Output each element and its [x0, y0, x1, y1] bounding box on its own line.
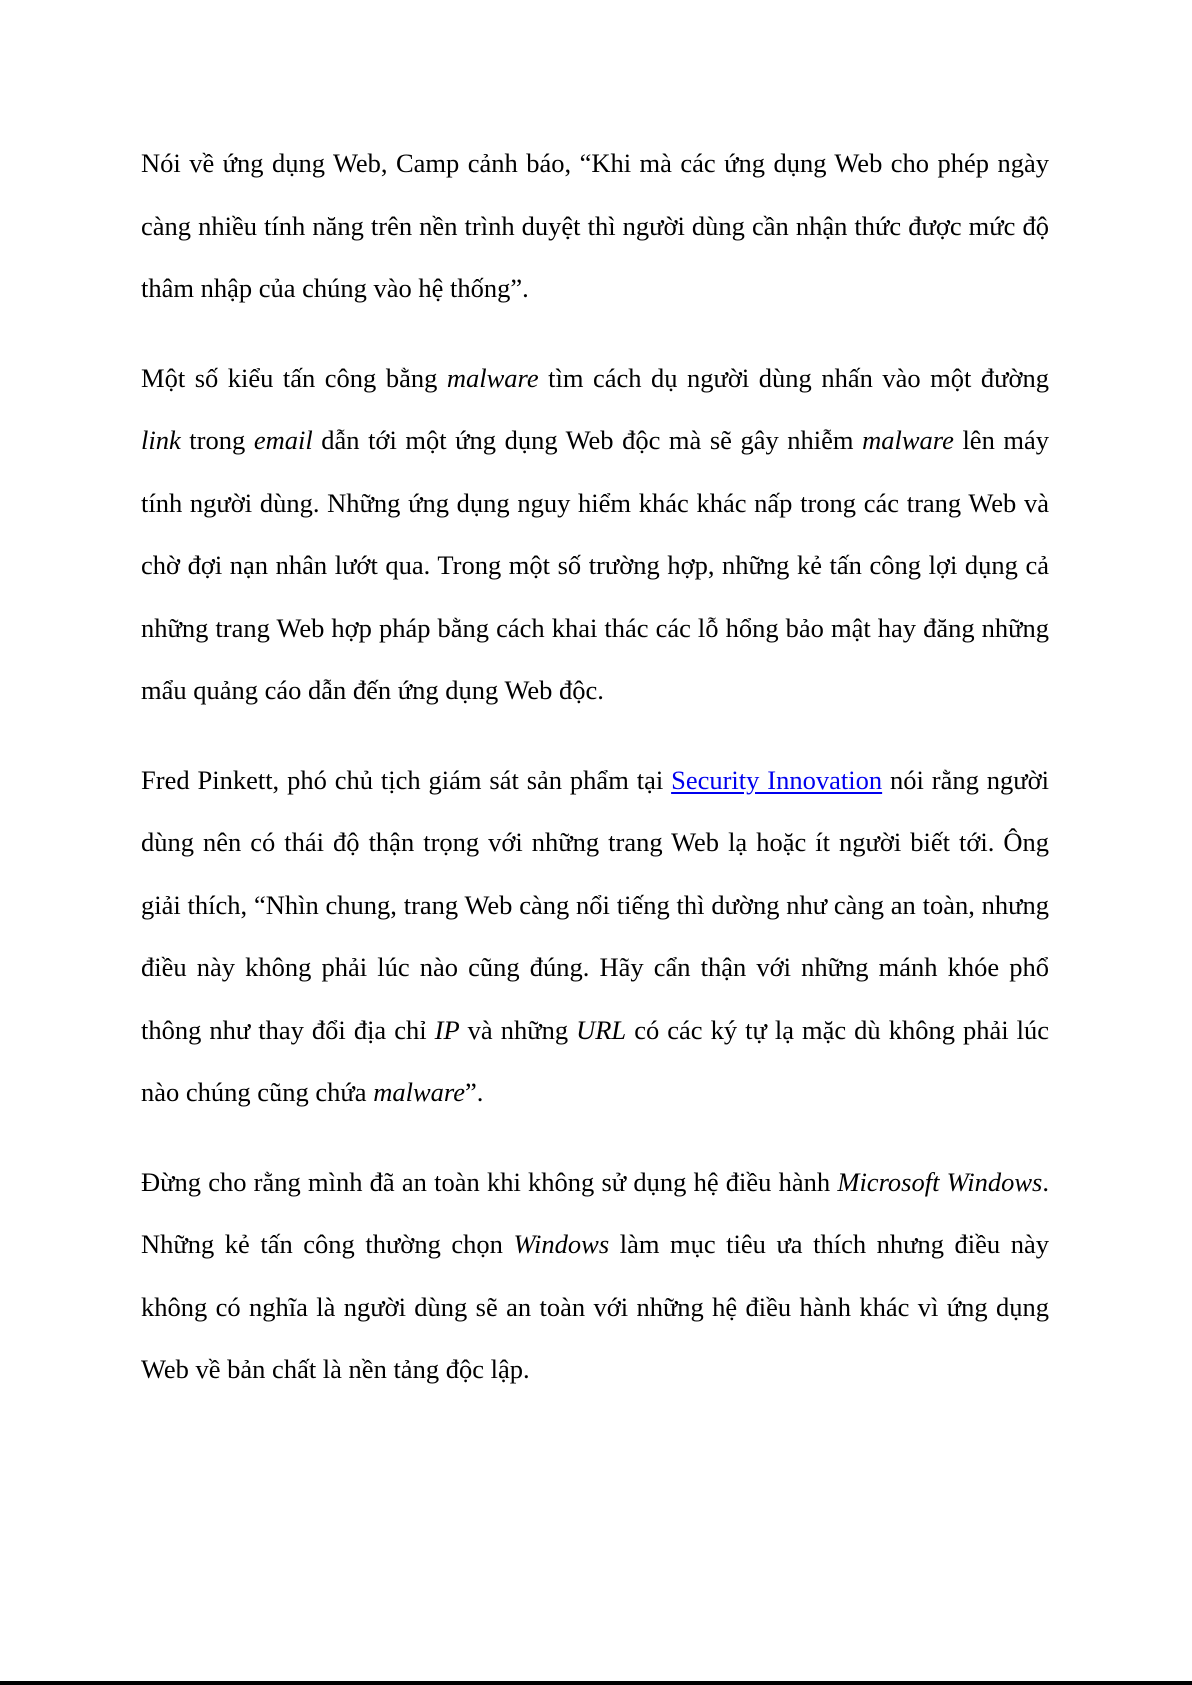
paragraph-2-text: dẫn tới một ứng dụng Web độc mà sẽ gây nhiễm [312, 425, 863, 455]
paragraph-4-text: Đừng cho rằng mình đã an toàn khi không sử dụng hệ điều hành [141, 1166, 838, 1197]
paragraph-4 [141, 1151, 1049, 1401]
paragraph-3-text: ”. [464, 1077, 484, 1107]
paragraph-1-text: Nói về ứng dụng Web, Camp cảnh báo, “Khi mà các ứng dụng Web cho phép ngày càng nhiều tính năng trên nền trình duyệt thì người dùng cần nhận thức được mức độ thâm nhập của chúng vào hệ thống”. [141, 148, 1049, 303]
paragraph-3 [141, 749, 1049, 1124]
document-body [141, 132, 1049, 1401]
italic-term-windows: Windows [513, 1229, 610, 1259]
italic-term-malware: malware [446, 362, 539, 393]
italic-term-microsoft-windows: Microsoft Windows [837, 1166, 1043, 1197]
italic-term-malware: malware [862, 425, 954, 455]
paragraph-2-text: tìm cách dụ người dùng nhấn vào một đường [538, 362, 1049, 393]
paragraph-3-text: Fred Pinkett, phó chủ tịch giám sát sản phẩm tại [141, 764, 672, 795]
italic-term-url: URL [576, 1014, 627, 1045]
paragraph-2-text: Một số kiểu tấn công bằng [141, 362, 447, 393]
paragraph-4-text: làm mục tiêu ưa thích nhưng điều này không có nghĩa là người dùng sẽ an toàn với những hệ điều hành khác vì ứng dụng Web về bản chất là nền tảng độc lập. [141, 1229, 1049, 1384]
italic-term-ip: IP [434, 1014, 460, 1045]
paragraph-3-text: nói rằng người dùng nên có thái độ thận trọng với những trang Web lạ hoặc ít người biết tới. Ông giải thích, “Nhìn chung, trang Web càng nổi tiếng thì dường như càng an toàn, nhưng điều này không phải lúc nào cũng đúng. Hãy cẩn thận với những mánh khóe phổ thông như thay đổi địa chỉ [141, 764, 1049, 1045]
paragraph-4-text: . Những kẻ tấn công thường chọn [141, 1166, 1049, 1259]
paragraph-1 [141, 132, 1049, 320]
page-bottom-border [0, 1681, 1192, 1685]
paragraph-3-text: và những [459, 1014, 577, 1045]
italic-term-malware: malware [373, 1077, 465, 1107]
paragraph-2 [141, 347, 1049, 722]
italic-term-link: link [141, 425, 181, 455]
security-innovation-link[interactable]: Security Innovation [671, 764, 883, 795]
paragraph-3-text: có các ký tự lạ mặc dù không phải lúc nào chúng cũng chứa [141, 1014, 1049, 1107]
paragraph-2-text: trong [180, 425, 254, 455]
paragraph-2-text: lên máy tính người dùng. Những ứng dụng nguy hiểm khác khác nấp trong các trang Web và chờ đợi nạn nhân lướt qua. Trong một số trường hợp, những kẻ tấn công lợi dụng cả những trang Web hợp pháp bằng cách khai thác các lỗ hổng bảo mật hay đăng những mẩu quảng cáo dẫn đến ứng dụng Web độc. [141, 425, 1050, 705]
italic-term-email: email [253, 425, 313, 455]
